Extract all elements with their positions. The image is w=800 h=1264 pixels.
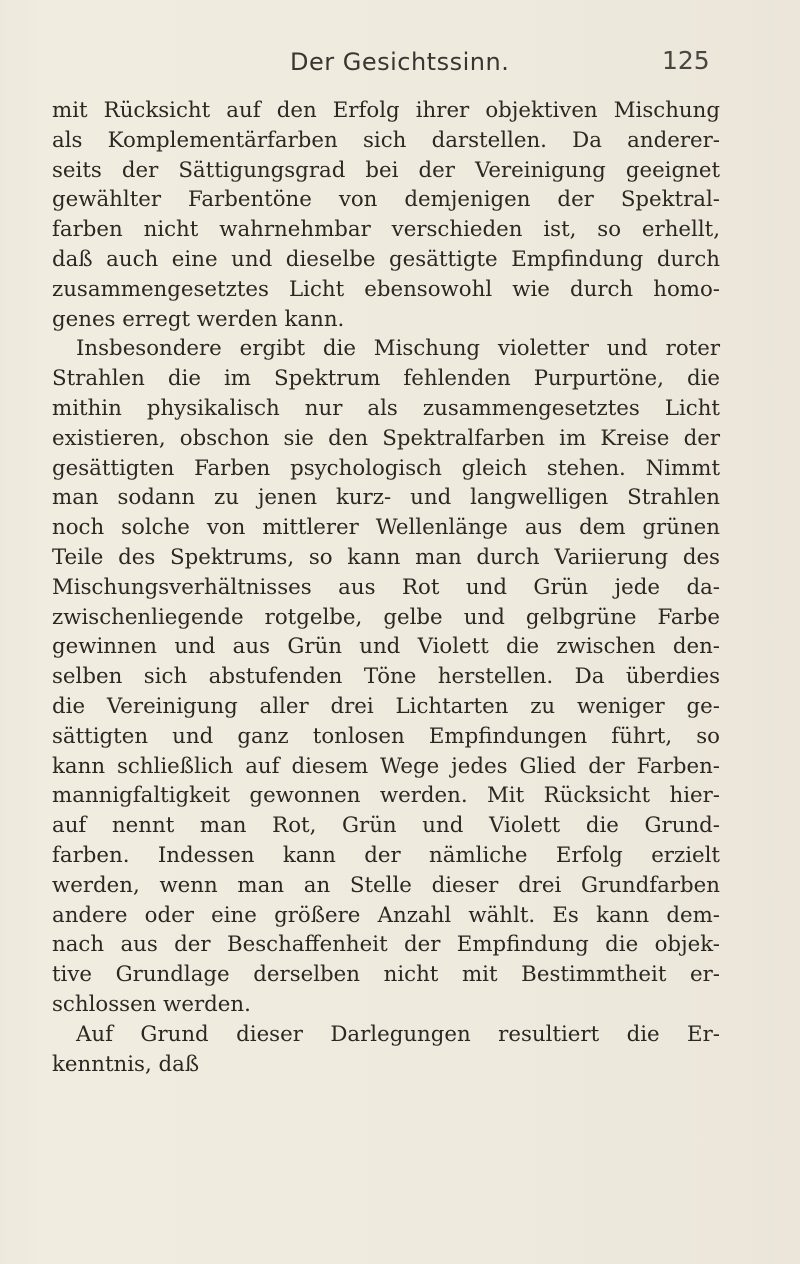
text-line: selben sich abstufenden Töne herstellen. Da überdies (52, 664, 720, 690)
text-line: Insbesondere ergibt die Mischung violetter und roter (76, 336, 720, 362)
text-line: Strahlen die im Spektrum fehlenden Purpurtöne, die (52, 366, 720, 392)
text-line: auf nennt man Rot, Grün und Violett die Grund- (52, 813, 720, 839)
text-line: mit Rücksicht auf den Erfolg ihrer objektiven Mischung (52, 98, 720, 123)
text-line: andere oder eine größere Anzahl wählt. Es kann dem- (52, 902, 720, 928)
text-line: existieren, obschon sie den Spektralfarben im Kreise der (52, 425, 720, 451)
text-line: farben nicht wahrnehmbar verschieden ist, so erhellt, (52, 217, 720, 243)
body-text (52, 96, 720, 1079)
page-header (0, 48, 800, 84)
text-line: farben. Indessen kann der nämliche Erfolg erzielt (52, 842, 720, 868)
text-line: schlossen werden. (52, 991, 251, 1017)
text-line: man sodann zu jenen kurz- und langwelligen Strahlen (52, 485, 720, 511)
text-line: gesättigten Farben psychologisch gleich stehen. Nimmt (52, 455, 720, 481)
text-line: tive Grundlage derselben nicht mit Bestimmtheit er- (52, 962, 720, 988)
text-line: seits der Sättigungsgrad bei der Vereinigung geeignet (52, 157, 720, 183)
text-line: zusammengesetztes Licht ebensowohl wie durch homo- (52, 276, 720, 302)
text-line: die Vereinigung aller drei Lichtarten zu weniger ge- (52, 693, 720, 719)
text-line: daß auch eine und dieselbe gesättigte Empfindung durch (52, 246, 720, 272)
text-line: Teile des Spektrums, so kann man durch Variierung des (52, 544, 720, 570)
text-line: mannigfaltigkeit gewonnen werden. Mit Rücksicht hier- (52, 783, 720, 809)
page-number: 125 (662, 46, 710, 75)
text-line: gewählter Farbentöne von demjenigen der Spektral- (52, 187, 720, 213)
text-line: zwischenliegende rotgelbe, gelbe und gelbgrüne Farbe (52, 604, 720, 630)
running-head: Der Gesichtssinn. (290, 48, 510, 76)
text-line: nach aus der Beschaffenheit der Empfindung die objek- (52, 932, 720, 958)
text-line: als Komplementärfarben sich darstellen. Da anderer- (52, 127, 720, 153)
text-line: gewinnen und aus Grün und Violett die zwischen den- (52, 634, 720, 660)
text-line: genes erregt werden kann. (52, 306, 345, 332)
text-line: Mischungsverhältnisses aus Rot und Grün jede da- (52, 574, 720, 600)
text-line: werden, wenn man an Stelle dieser drei Grundfarben (52, 872, 720, 898)
text-line: mithin physikalisch nur als zusammengesetztes Licht (52, 395, 720, 421)
text-line: Auf Grund dieser Darlegungen resultiert die Er- (76, 1021, 720, 1047)
text-line: kann schließlich auf diesem Wege jedes Glied der Farben- (52, 753, 720, 779)
text-line: noch solche von mittlerer Wellenlänge aus dem grünen (52, 515, 720, 541)
text-line: sättigten und ganz tonlosen Empfindungen führt, so (52, 723, 720, 749)
text-line: kenntnis, daß (52, 1051, 200, 1077)
